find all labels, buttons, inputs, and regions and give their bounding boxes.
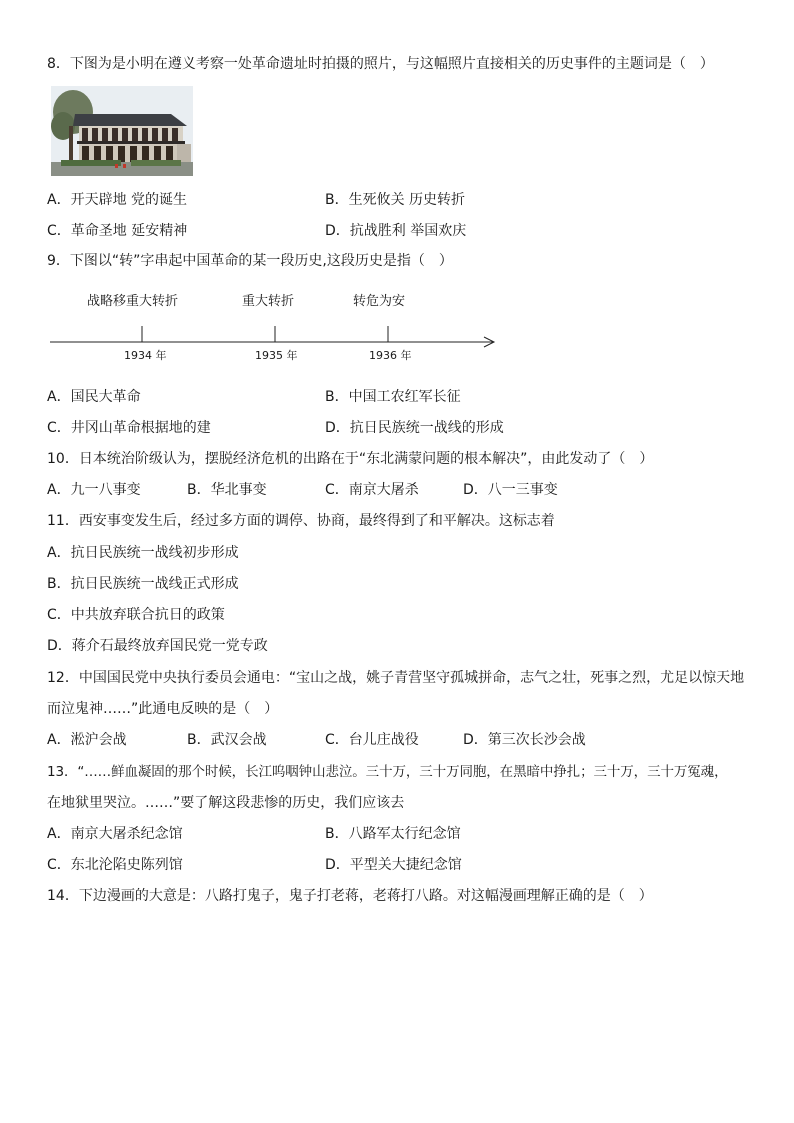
q11-option-a[interactable]: A．抗日民族统一战线初步形成 [47,545,239,561]
q12-option-d[interactable]: D．第三次长沙会战 [463,732,586,748]
q13-option-a[interactable]: A．南京大屠杀纪念馆 [47,826,183,842]
q10-option-c[interactable]: C．南京大屠杀 [325,482,419,498]
question-14-stem: 14．下边漫画的大意是：八路打鬼子，鬼子打老蒋，老蒋打八路。对这幅漫画理解正确的是（ ） [47,888,653,904]
q12-option-a[interactable]: A．淞沪会战 [47,732,127,748]
timeline-axis [48,322,498,350]
q8-option-a[interactable]: A．开天辟地 党的诞生 [47,192,188,208]
q9-option-b[interactable]: B．中国工农红军长征 [325,389,461,405]
question-11-stem: 11．西安事变发生后，经过多方面的调停、协商，最终得到了和平解决。这标志着 [47,513,555,529]
zunyi-building-photo [51,86,193,176]
timeline-year-1935: 1935 年 [255,349,298,362]
q11-option-d[interactable]: D．蒋介石最终放弃国民党一党专政 [47,638,268,654]
q13-option-d[interactable]: D．平型关大捷纪念馆 [325,857,462,873]
q8-option-b[interactable]: B．生死攸关 历史转折 [325,192,466,208]
q9-option-c[interactable]: C．井冈山革命根据地的建 [47,420,211,436]
timeline-year-1934: 1934 年 [124,349,167,362]
timeline-label-2: 重大转折 [242,294,295,309]
q12-option-b[interactable]: B．武汉会战 [187,732,267,748]
q8-option-c[interactable]: C．革命圣地 延安精神 [47,223,188,239]
question-13-stem-line2: 在地狱里哭泣。……”要了解这段悲惨的历史，我们应该去 [47,795,405,811]
q11-option-b[interactable]: B．抗日民族统一战线正式形成 [47,576,239,592]
question-12-stem-line2: 而泣鬼神……”此通电反映的是（ ） [47,701,279,717]
question-9-stem: 9．下图以“转”字串起中国革命的某一段历史,这段历史是指（ ） [47,253,453,269]
q13-option-b[interactable]: B．八路军太行纪念馆 [325,826,461,842]
timeline-label-1: 战略移重大转折 [87,294,179,309]
q10-option-b[interactable]: B．华北事变 [187,482,267,498]
timeline-label-3: 转危为安 [353,294,406,309]
timeline-year-1936: 1936 年 [369,349,412,362]
q12-option-c[interactable]: C．台儿庄战役 [325,732,419,748]
question-10-stem: 10．日本统治阶级认为，摆脱经济危机的出路在于“东北满蒙问题的根本解决”，由此发动了（ ） [47,451,654,467]
q13-option-c[interactable]: C．东北沦陷史陈列馆 [47,857,183,873]
q8-option-d[interactable]: D．抗战胜利 举国欢庆 [325,223,467,239]
question-8-stem: 8．下图为是小明在遵义考察一处革命遗址时拍摄的照片，与这幅照片直接相关的历史事件的主题词是（ ） [47,56,714,72]
q9-option-d[interactable]: D．抗日民族统一战线的形成 [325,420,504,436]
q11-option-c[interactable]: C．中共放弃联合抗日的政策 [47,607,225,623]
q10-option-a[interactable]: A．九一八事变 [47,482,141,498]
q9-option-a[interactable]: A．国民大革命 [47,389,141,405]
question-12-stem-line1: 12．中国国民党中央执行委员会通电：“宝山之战，姚子青营坚守孤城拼命，志气之壮，死事之烈，尤足以惊天地 [47,670,745,686]
q10-option-d[interactable]: D．八一三事变 [463,482,558,498]
question-13-stem-line1: 13．“……鲜血凝固的那个时候，长江呜咽钟山悲泣。三十万，三十万同胞，在黑暗中挣扎；三十万，三十万冤魂， [47,764,728,780]
